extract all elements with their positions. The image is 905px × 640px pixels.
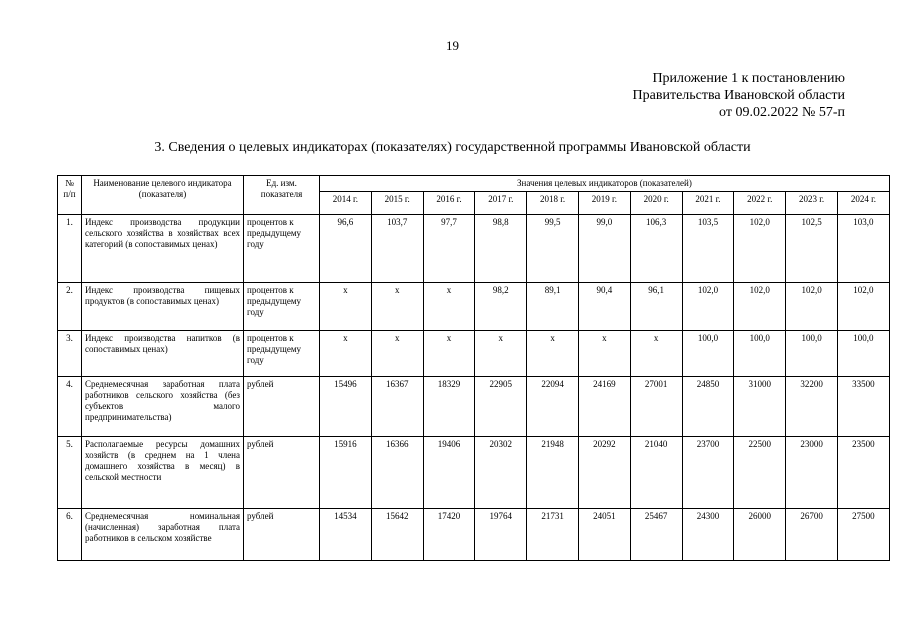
value-cell: 99,0 (578, 215, 630, 283)
indicator-unit: рублей (244, 509, 320, 561)
indicator-name: Среднемесячная номинальная (начисленная) заработная плата работников в сельском хозяйстве (82, 509, 244, 561)
value-cell: 89,1 (527, 283, 579, 331)
indicator-name: Индекс производства пищевых продуктов (в сопоставимых ценах) (82, 283, 244, 331)
appendix-line-3: от 09.02.2022 № 57-п (719, 105, 845, 120)
appendix-block (633, 70, 845, 121)
value-cell: 23000 (786, 437, 838, 509)
value-cell: 19764 (475, 509, 527, 561)
header-year: 2017 г. (475, 192, 527, 215)
row-number: 6. (58, 509, 82, 561)
page-number: 19 (446, 38, 459, 53)
indicator-unit: рублей (244, 377, 320, 437)
value-cell: х (320, 331, 372, 377)
value-cell: 31000 (734, 377, 786, 437)
appendix-line-1: Приложение 1 к постановлению (652, 71, 845, 86)
value-cell: 24300 (682, 509, 734, 561)
header-year: 2024 г. (837, 192, 889, 215)
value-cell: 103,7 (371, 215, 423, 283)
value-cell: 106,3 (630, 215, 682, 283)
row-number: 4. (58, 377, 82, 437)
value-cell: 97,7 (423, 215, 475, 283)
value-cell: 98,8 (475, 215, 527, 283)
value-cell: 26000 (734, 509, 786, 561)
value-cell: 102,0 (786, 283, 838, 331)
value-cell: 102,0 (682, 283, 734, 331)
header-values-group: Значения целевых индикаторов (показателей) (320, 176, 890, 192)
header-unit: Ед. изм. показателя (244, 176, 320, 215)
value-cell: х (423, 283, 475, 331)
value-cell: 103,5 (682, 215, 734, 283)
value-cell: 22500 (734, 437, 786, 509)
row-number: 2. (58, 283, 82, 331)
value-cell: 100,0 (734, 331, 786, 377)
value-cell: 24169 (578, 377, 630, 437)
value-cell: 21040 (630, 437, 682, 509)
table-row (58, 283, 890, 331)
value-cell: х (578, 331, 630, 377)
indicator-unit: процентов к предыдущему году (244, 331, 320, 377)
value-cell: 33500 (837, 377, 889, 437)
indicator-name: Индекс производства продукции сельского хозяйства в хозяйствах всех категорий (в сопоставимых ценах) (82, 215, 244, 283)
table-row (58, 377, 890, 437)
value-cell: 17420 (423, 509, 475, 561)
header-year: 2022 г. (734, 192, 786, 215)
value-cell: 22905 (475, 377, 527, 437)
value-cell: 24850 (682, 377, 734, 437)
value-cell: 27500 (837, 509, 889, 561)
value-cell: 98,2 (475, 283, 527, 331)
value-cell: 102,0 (734, 283, 786, 331)
value-cell: 100,0 (682, 331, 734, 377)
value-cell: 25467 (630, 509, 682, 561)
row-number: 3. (58, 331, 82, 377)
indicator-unit: процентов к предыдущему году (244, 283, 320, 331)
value-cell: 99,5 (527, 215, 579, 283)
value-cell: 19406 (423, 437, 475, 509)
value-cell: 24051 (578, 509, 630, 561)
value-cell: 23700 (682, 437, 734, 509)
value-cell: 16366 (371, 437, 423, 509)
value-cell: 23500 (837, 437, 889, 509)
value-cell: 32200 (786, 377, 838, 437)
table-row (58, 437, 890, 509)
value-cell: х (630, 331, 682, 377)
value-cell: 96,6 (320, 215, 372, 283)
header-year: 2019 г. (578, 192, 630, 215)
value-cell: 103,0 (837, 215, 889, 283)
value-cell: 96,1 (630, 283, 682, 331)
value-cell: 20302 (475, 437, 527, 509)
value-cell: 26700 (786, 509, 838, 561)
value-cell: 21948 (527, 437, 579, 509)
value-cell: 18329 (423, 377, 475, 437)
value-cell: х (320, 283, 372, 331)
value-cell: 20292 (578, 437, 630, 509)
value-cell: 102,5 (786, 215, 838, 283)
value-cell: 15916 (320, 437, 372, 509)
indicator-name: Индекс производства напитков (в сопоставимых ценах) (82, 331, 244, 377)
value-cell: 102,0 (734, 215, 786, 283)
value-cell: 14534 (320, 509, 372, 561)
header-year: 2018 г. (527, 192, 579, 215)
value-cell: 100,0 (786, 331, 838, 377)
header-row-1 (58, 176, 890, 192)
row-number: 5. (58, 437, 82, 509)
table-row (58, 215, 890, 283)
document-title: 3. Сведения о целевых индикаторах (показателях) государственной программы Ивановской области (154, 140, 751, 155)
appendix-line-2: Правительства Ивановской области (632, 88, 845, 103)
table-row (58, 331, 890, 377)
indicators-table (57, 175, 890, 561)
indicator-unit: рублей (244, 437, 320, 509)
indicator-name: Располагаемые ресурсы домашних хозяйств (в среднем на 1 члена домашнего хозяйства в месяц) в сельской местности (82, 437, 244, 509)
value-cell: х (527, 331, 579, 377)
header-year: 2023 г. (786, 192, 838, 215)
indicator-name: Среднемесячная заработная плата работников сельского хозяйства (без субъектов малого предпринимательства) (82, 377, 244, 437)
value-cell: х (475, 331, 527, 377)
header-year: 2015 г. (371, 192, 423, 215)
value-cell: 21731 (527, 509, 579, 561)
header-num: № п/п (58, 176, 82, 215)
header-year: 2020 г. (630, 192, 682, 215)
value-cell: 15496 (320, 377, 372, 437)
table-row (58, 509, 890, 561)
value-cell: 22094 (527, 377, 579, 437)
value-cell: х (371, 331, 423, 377)
header-year: 2021 г. (682, 192, 734, 215)
value-cell: 102,0 (837, 283, 889, 331)
header-year: 2014 г. (320, 192, 372, 215)
value-cell: 27001 (630, 377, 682, 437)
row-number: 1. (58, 215, 82, 283)
value-cell: 15642 (371, 509, 423, 561)
value-cell: х (371, 283, 423, 331)
value-cell: 100,0 (837, 331, 889, 377)
value-cell: 90,4 (578, 283, 630, 331)
indicator-unit: процентов к предыдущему году (244, 215, 320, 283)
value-cell: х (423, 331, 475, 377)
value-cell: 16367 (371, 377, 423, 437)
header-name: Наименование целевого индикатора (показателя) (82, 176, 244, 215)
header-year: 2016 г. (423, 192, 475, 215)
